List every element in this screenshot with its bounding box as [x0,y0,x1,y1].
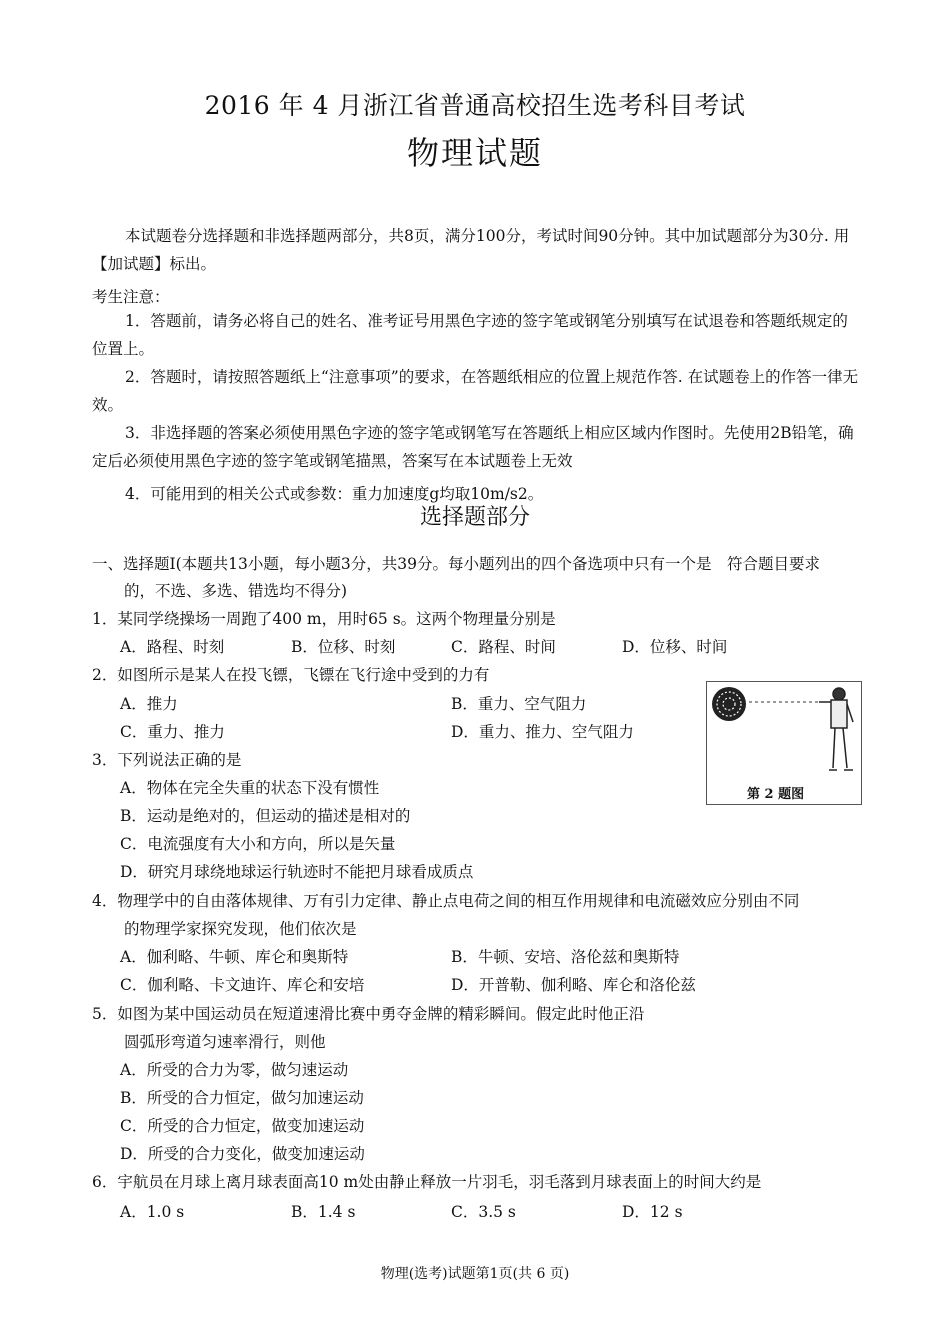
exam-title: 2016 年 4 月浙江省普通高校招生选考科目考试 [204,91,746,120]
person-icon [819,688,853,770]
question-2-option-a: A．推力 [120,695,178,713]
section-instruction: 一、选择题I(本题共13小题，每小题3分，共39分。每小题列出的四个备选项中只有一个是 符合题目要求 [92,555,820,573]
question-6-stem: 6．宇航员在月球上离月球表面高10 m处由静止释放一片羽毛，羽毛落到月球表面上的时间大约是 [92,1173,762,1191]
question-6-option-d: D．12 s [622,1203,683,1221]
question-2-option-b: B．重力、空气阻力 [451,695,587,713]
question-1-stem: 1．某同学绕操场一周跑了400 m，用时65 s。这两个物理量分别是 [92,610,556,628]
question-5-option-b: B．所受的合力恒定，做匀加速运动 [120,1089,364,1107]
question-2-stem: 2．如图所示是某人在投飞镖，飞镖在飞行途中受到的力有 [92,666,490,684]
question-6-option-a: A．1.0 s [120,1203,185,1221]
notice-item-4: 4．可能用到的相关公式或参数：重力加速度g均取10m/s2。 [125,485,544,503]
question-3-option-b: B．运动是绝对的，但运动的描述是相对的 [120,807,411,825]
question-6-option-c: C．3.5 s [451,1203,516,1221]
figure-caption: 第 2 题图 [747,787,805,802]
question-4-stem: 4．物理学中的自由落体规律、万有引力定律、静止点电荷之间的相互作用规律和电流磁效应分别由不同 [92,892,800,910]
question-4-option-d: D．开普勒、伽利略、库仑和洛伦兹 [451,976,696,994]
question-4-option-b: B．牛顿、安培、洛伦兹和奥斯特 [451,948,680,966]
section-instruction-cont: 的，不选、多选、错选均不得分) [124,582,348,600]
notice-item-1: 1．答题前，请务必将自己的姓名、准考证号用黑色字迹的签字笔或钢笔分别填写在试退卷和答题纸规定的位置上。 [92,312,848,358]
question-3-stem: 3．下列说法正确的是 [92,751,242,769]
question-3-option-c: C．电流强度有大小和方向，所以是矢量 [120,835,396,853]
question-1-option-c: C．路程、时间 [451,638,556,656]
question-5-option-c: C．所受的合力恒定，做变加速运动 [120,1117,365,1135]
intro-paragraph: 本试题卷分选择题和非选择题两部分，共8页，满分100分，考试时间90分钟。其中加试题部分为30分. 用【加试题】标出。 [92,227,850,273]
dartboard-icon [712,687,746,721]
question-5-option-a: A．所受的合力为零，做匀速运动 [120,1061,349,1079]
exam-subject-title: 物理试题 [406,134,543,172]
question-2-option-d: D．重力、推力、空气阻力 [451,723,634,741]
question-5-stem: 5．如图为某中国运动员在短道速滑比赛中勇夺金牌的精彩瞬间。假定此时他正沿 [92,1005,645,1023]
question-5-option-d: D．所受的合力变化，做变加速运动 [120,1145,365,1163]
dart-thrower-illustration [707,682,861,782]
question-2-option-c: C．重力、推力 [120,723,225,741]
question-4-stem-cont: 的物理学家探究发现，他们依次是 [124,920,357,938]
question-3-option-d: D．研究月球绕地球运行轨迹时不能把月球看成质点 [120,863,474,881]
question-1-option-d: D．位移、时间 [622,638,728,656]
notice-label: 考生注意： [92,288,170,306]
question-4-option-c: C．伽利略、卡文迪许、库仑和安培 [120,976,365,994]
question-5-stem-cont: 圆弧形弯道匀速率滑行，则他 [124,1033,326,1051]
notice-item-3: 3．非选择题的答案必须使用黑色字迹的签字笔或钢笔写在答题纸上相应区域内作图时。先使用2B铅笔，确定后必须使用黑色字迹的签字笔或钢笔描黑，答案写在本试题卷上无效 [92,424,854,470]
dart-figure [706,681,862,805]
page-footer: 物理(选考)试题第1页(共 6 页) [380,1266,570,1282]
question-4-option-a: A．伽利略、牛顿、库仑和奥斯特 [120,948,349,966]
notice-item-2: 2．答题时，请按照答题纸上“注意事项”的要求，在答题纸相应的位置上规范作答. 在试题卷上的作答一律无效。 [92,368,859,414]
question-3-option-a: A．物体在完全失重的状态下没有惯性 [120,779,380,797]
question-6-option-b: B．1.4 s [291,1203,356,1221]
question-1-option-b: B．位移、时刻 [291,638,396,656]
section-title: 选择题部分 [419,505,530,530]
question-1-option-a: A．路程、时刻 [120,638,225,656]
